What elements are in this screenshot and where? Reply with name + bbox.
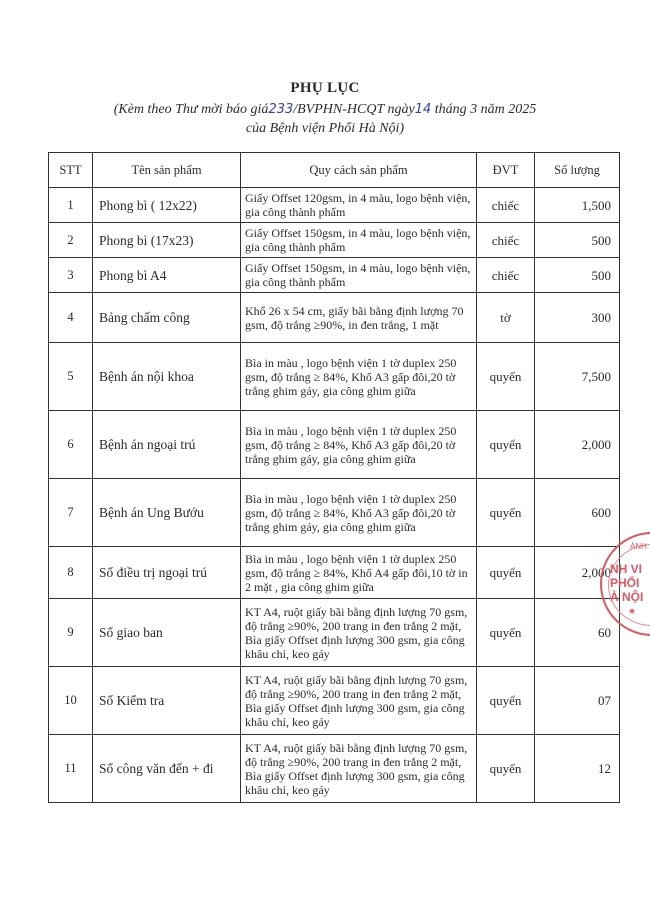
row-spec: KT A4, ruột giấy bãi bằng định lượng 70 gsm, độ trắng ≥90%, 200 trang in đen trắng 2 mặt, Bìa giấy Offset định lượng 300 gsm, gia công khâu chỉ, keo gáy — [241, 599, 477, 667]
row-product-name: Phong bì A4 — [93, 258, 241, 293]
row-product-name: Sổ điều trị ngoại trú — [93, 547, 241, 599]
table-row — [49, 667, 620, 735]
row-unit: chiếc — [477, 188, 535, 223]
table-row — [49, 599, 620, 667]
row-stt: 2 — [49, 223, 93, 258]
row-quantity: 2,000 — [535, 547, 620, 599]
page-title: PHỤ LỤC — [290, 80, 360, 96]
table-row — [49, 547, 620, 599]
header-spec: Quy cách sản phẩm — [241, 153, 477, 188]
row-product-name: Bệnh án ngoại trú — [93, 411, 241, 479]
table-row — [49, 188, 620, 223]
row-unit: quyển — [477, 547, 535, 599]
subtitle-line-1 — [0, 100, 650, 119]
doc-number: 233 — [268, 102, 294, 117]
stamp-center-text — [610, 562, 643, 604]
row-product-name: Phong bì ( 12x22) — [93, 188, 241, 223]
row-stt: 1 — [49, 188, 93, 223]
row-spec: KT A4, ruột giấy bãi bằng định lượng 70 gsm, độ trắng ≥90%, 200 trang in đen trắng 2 mặt, Bìa giấy Offset định lượng 300 gsm, gia công khâu chỉ, keo gáy — [241, 735, 477, 803]
row-stt: 5 — [49, 343, 93, 411]
row-spec: Bìa in màu , logo bệnh viện 1 tờ duplex 250 gsm, độ trắng ≥ 84%, Khổ A3 gấp đôi,20 tờ trắng ghim gáy, gia công ghim giữa — [241, 411, 477, 479]
row-stt: 4 — [49, 293, 93, 343]
row-unit: quyển — [477, 479, 535, 547]
header-product-name: Tên sản phẩm — [93, 153, 241, 188]
product-table — [48, 152, 620, 803]
row-stt: 3 — [49, 258, 93, 293]
row-stt: 9 — [49, 599, 93, 667]
stamp-top-text: ÀNH — [630, 542, 647, 551]
row-quantity: 2,000 — [535, 411, 620, 479]
row-product-name: Sổ giao ban — [93, 599, 241, 667]
table-header-row — [49, 153, 620, 188]
row-unit: quyển — [477, 735, 535, 803]
header-unit: ĐVT — [477, 153, 535, 188]
row-unit: quyển — [477, 667, 535, 735]
stamp-line-3: À NỘI — [610, 590, 644, 604]
subtitle-suffix: tháng 3 năm 2025 — [431, 102, 537, 117]
row-quantity: 12 — [535, 735, 620, 803]
row-unit: quyển — [477, 343, 535, 411]
row-product-name: Bệnh án Ung Bướu — [93, 479, 241, 547]
row-product-name: Bảng chấm công — [93, 293, 241, 343]
subtitle-prefix: (Kèm theo Thư mời báo giá — [113, 102, 269, 117]
row-quantity: 07 — [535, 667, 620, 735]
row-spec: Giấy Offset 150gsm, in 4 màu, logo bệnh viện, gia công thành phẩm — [241, 258, 477, 293]
subtitle-line-2: của Bệnh viện Phổi Hà Nội) — [245, 121, 405, 136]
row-spec: Bìa in màu , logo bệnh viện 1 tờ duplex 250 gsm, độ trắng ≥ 84%, Khổ A3 gấp đôi,20 tờ trắng ghim gáy, gia công ghim giữa — [241, 479, 477, 547]
row-unit: chiếc — [477, 223, 535, 258]
row-spec: Bìa in màu , logo bệnh viện 1 tờ duplex 250 gsm, độ trắng ≥ 84%, Khổ A4 gấp đôi,10 tờ in 2 mặt , gia công ghim giữa — [241, 547, 477, 599]
table-row — [49, 479, 620, 547]
row-quantity: 7,500 — [535, 343, 620, 411]
subtitle — [0, 100, 650, 138]
row-stt: 10 — [49, 667, 93, 735]
row-product-name: Sổ công văn đến + đi — [93, 735, 241, 803]
row-quantity: 300 — [535, 293, 620, 343]
row-stt: 8 — [49, 547, 93, 599]
row-stt: 6 — [49, 411, 93, 479]
row-quantity: 60 — [535, 599, 620, 667]
row-spec: KT A4, ruột giấy bãi bằng định lượng 70 gsm, độ trắng ≥90%, 200 trang in đen trắng 2 mặt, Bìa giấy Offset định lượng 300 gsm, gia công khâu chỉ, keo gáy — [241, 667, 477, 735]
subtitle-middle: /BVPHN-HCQT ngày — [293, 102, 415, 117]
table-row — [49, 343, 620, 411]
table-row — [49, 258, 620, 293]
table-row — [49, 223, 620, 258]
stamp-line-2: PHỔI — [610, 576, 640, 590]
stamp-star-icon: ★ — [628, 606, 637, 616]
row-stt: 7 — [49, 479, 93, 547]
row-stt: 11 — [49, 735, 93, 803]
row-spec: Khổ 26 x 54 cm, giấy bãi bằng định lượng 70 gsm, độ trắng ≥90%, in đen trắng, 1 mặt — [241, 293, 477, 343]
table-row — [49, 735, 620, 803]
table-row — [49, 411, 620, 479]
row-unit: quyển — [477, 599, 535, 667]
table-row — [49, 293, 620, 343]
row-quantity: 500 — [535, 223, 620, 258]
date-day: 14 — [414, 102, 432, 117]
header-stt: STT — [49, 153, 93, 188]
row-product-name: Phong bì (17x23) — [93, 223, 241, 258]
row-unit: quyển — [477, 411, 535, 479]
row-quantity: 500 — [535, 258, 620, 293]
row-spec: Bìa in màu , logo bệnh viện 1 tờ duplex 250 gsm, độ trắng ≥ 84%, Khổ A3 gấp đôi,20 tờ trắng ghim gáy, gia công ghim giữa — [241, 343, 477, 411]
row-spec: Giấy Offset 150gsm, in 4 màu, logo bệnh viện, gia công thành phẩm — [241, 223, 477, 258]
row-product-name: Bệnh án nội khoa — [93, 343, 241, 411]
row-unit: chiếc — [477, 258, 535, 293]
row-spec: Giấy Offset 120gsm, in 4 màu, logo bệnh viện, gia công thành phẩm — [241, 188, 477, 223]
row-product-name: Sổ Kiểm tra — [93, 667, 241, 735]
stamp-line-1: NH VI — [610, 562, 643, 576]
row-quantity: 600 — [535, 479, 620, 547]
row-unit: tờ — [477, 293, 535, 343]
row-quantity: 1,500 — [535, 188, 620, 223]
header-quantity: Số lượng — [535, 153, 620, 188]
